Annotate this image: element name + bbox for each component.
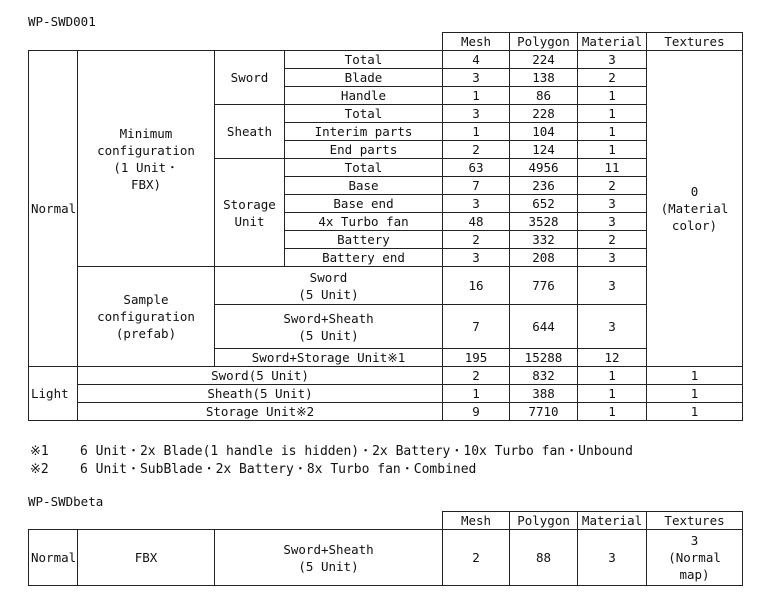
textures-value: 3 (Normal map) — [647, 530, 743, 586]
header-mesh: Mesh — [443, 33, 510, 51]
mesh-value: 7 — [443, 305, 510, 349]
footnote-mark: ※2 — [30, 462, 49, 477]
mesh-value: 3 — [443, 69, 510, 87]
part-label: Total — [285, 51, 443, 69]
header-textures: Textures — [647, 33, 743, 51]
part-label: Battery end — [285, 249, 443, 267]
material-value: 1 — [578, 105, 647, 123]
polygon-value: 4956 — [510, 159, 578, 177]
normal-category-label: Normal — [29, 51, 78, 367]
table-row — [29, 367, 743, 385]
mesh-value: 1 — [443, 123, 510, 141]
material-value: 2 — [578, 231, 647, 249]
header-textures: Textures — [647, 512, 743, 530]
part-label: Total — [285, 105, 443, 123]
mesh-value: 4 — [443, 51, 510, 69]
header-row — [29, 33, 743, 51]
footnote-1 — [30, 440, 633, 459]
polygon-value: 7710 — [510, 403, 578, 421]
material-value: 3 — [578, 305, 647, 349]
polygon-value: 3528 — [510, 213, 578, 231]
part-label: 4x Turbo fan — [285, 213, 443, 231]
mesh-value: 2 — [443, 530, 510, 586]
header-polygon: Polygon — [510, 512, 578, 530]
mesh-value: 195 — [443, 349, 510, 367]
material-value: 1 — [578, 87, 647, 105]
light-label: Sheath(5 Unit) — [78, 385, 443, 403]
polygon-value: 832 — [510, 367, 578, 385]
table1-title: WP-SWD001 — [28, 14, 96, 29]
textures-value: 1 — [647, 403, 743, 421]
polygon-value: 644 — [510, 305, 578, 349]
part-label: End parts — [285, 141, 443, 159]
polygon-value: 228 — [510, 105, 578, 123]
textures-value: 1 — [647, 367, 743, 385]
mesh-value: 3 — [443, 195, 510, 213]
polygon-value: 138 — [510, 69, 578, 87]
mesh-value: 2 — [443, 141, 510, 159]
textures-normal-value: 0 (Material color) — [647, 51, 743, 367]
polygon-value: 224 — [510, 51, 578, 69]
polygon-value: 236 — [510, 177, 578, 195]
beta-spec-table — [28, 511, 743, 586]
minimum-config-label: Minimum configuration (1 Unit・ FBX) — [78, 51, 215, 267]
table-row — [29, 385, 743, 403]
material-value: 3 — [578, 195, 647, 213]
textures-value: 1 — [647, 385, 743, 403]
mesh-value: 9 — [443, 403, 510, 421]
header-row — [29, 512, 743, 530]
part-label: Total — [285, 159, 443, 177]
table-row — [29, 403, 743, 421]
sample-label: Sword+Sheath (5 Unit) — [215, 305, 443, 349]
part-label: Blade — [285, 69, 443, 87]
table2-title: WP-SWDbeta — [28, 494, 104, 509]
sample-label: Sword (5 Unit) — [215, 267, 443, 305]
polygon-value: 88 — [510, 530, 578, 586]
header-blank — [29, 33, 443, 51]
polygon-value: 332 — [510, 231, 578, 249]
material-value: 3 — [578, 267, 647, 305]
polygon-value: 104 — [510, 123, 578, 141]
polygon-value: 86 — [510, 87, 578, 105]
material-value: 1 — [578, 385, 647, 403]
material-value: 2 — [578, 177, 647, 195]
normal-category-label: Normal — [29, 530, 78, 586]
mesh-value: 2 — [443, 231, 510, 249]
table-row — [29, 267, 743, 305]
table-row — [29, 51, 743, 69]
sample-label: Sword+Sheath (5 Unit) — [215, 530, 443, 586]
polygon-value: 388 — [510, 385, 578, 403]
light-category-label: Light — [29, 367, 78, 421]
polygon-value: 15288 — [510, 349, 578, 367]
mesh-value: 2 — [443, 367, 510, 385]
polygon-value: 776 — [510, 267, 578, 305]
material-value: 1 — [578, 123, 647, 141]
mesh-value: 16 — [443, 267, 510, 305]
material-value: 1 — [578, 141, 647, 159]
footnote-2 — [30, 458, 476, 477]
footnote-mark: ※1 — [30, 444, 49, 459]
polygon-value: 124 — [510, 141, 578, 159]
light-label: Sword(5 Unit) — [78, 367, 443, 385]
mesh-value: 48 — [443, 213, 510, 231]
material-value: 3 — [578, 249, 647, 267]
polygon-value: 652 — [510, 195, 578, 213]
header-polygon: Polygon — [510, 33, 578, 51]
part-label: Battery — [285, 231, 443, 249]
mesh-value: 1 — [443, 87, 510, 105]
header-mesh: Mesh — [443, 512, 510, 530]
table-row — [29, 530, 743, 586]
footnote-text: 6 Unit・SubBlade・2x Battery・8x Turbo fan・Combined — [80, 462, 477, 477]
mesh-value: 1 — [443, 385, 510, 403]
mesh-value: 7 — [443, 177, 510, 195]
storage-group-label: Storage Unit — [215, 159, 285, 267]
sword-group-label: Sword — [215, 51, 285, 105]
mesh-value: 3 — [443, 105, 510, 123]
header-blank — [29, 512, 443, 530]
material-value: 1 — [578, 367, 647, 385]
material-value: 3 — [578, 213, 647, 231]
light-label: Storage Unit※2 — [78, 403, 443, 421]
material-value: 3 — [578, 51, 647, 69]
mesh-value: 3 — [443, 249, 510, 267]
material-value: 11 — [578, 159, 647, 177]
header-material: Material — [578, 512, 647, 530]
material-value: 12 — [578, 349, 647, 367]
footnote-text: 6 Unit・2x Blade(1 handle is hidden)・2x Battery・10x Turbo fan・Unbound — [80, 444, 633, 459]
part-label: Handle — [285, 87, 443, 105]
material-value: 1 — [578, 403, 647, 421]
header-material: Material — [578, 33, 647, 51]
sample-label: Sword+Storage Unit※1 — [215, 349, 443, 367]
sheath-group-label: Sheath — [215, 105, 285, 159]
material-value: 2 — [578, 69, 647, 87]
mesh-value: 63 — [443, 159, 510, 177]
part-label: Base end — [285, 195, 443, 213]
material-value: 3 — [578, 530, 647, 586]
part-label: Interim parts — [285, 123, 443, 141]
format-label: FBX — [78, 530, 215, 586]
polygon-value: 208 — [510, 249, 578, 267]
sample-config-label: Sample configuration (prefab) — [78, 267, 215, 367]
part-label: Base — [285, 177, 443, 195]
polygon-spec-table — [28, 32, 743, 421]
